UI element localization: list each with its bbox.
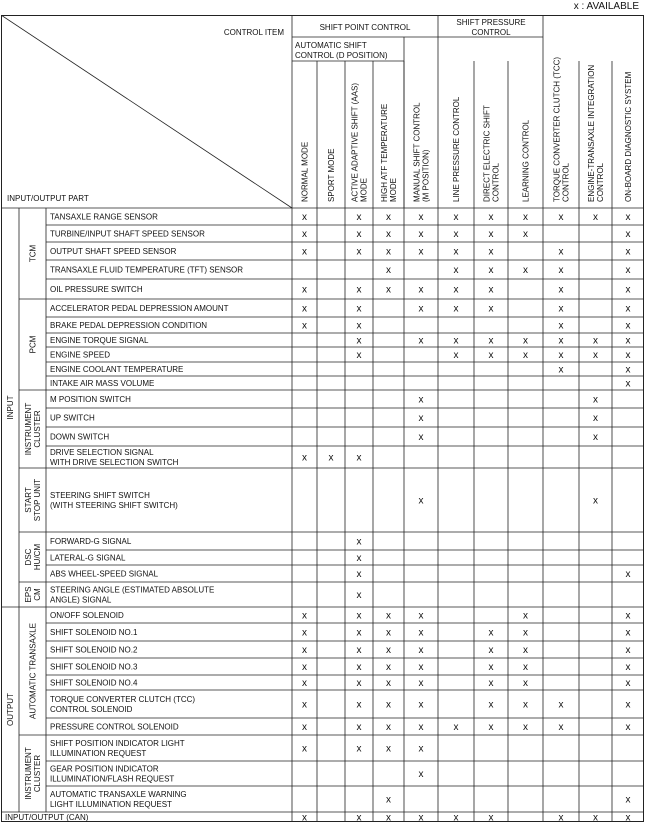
available-mark: x — [418, 246, 424, 258]
available-mark: x — [386, 627, 391, 639]
available-mark: x — [488, 699, 494, 711]
available-mark: x — [453, 284, 459, 296]
group-label: DSC — [24, 548, 33, 566]
available-mark: x — [386, 284, 391, 296]
column-header-10-line0: ON-BOARD DIAGNOSTIC SYSTEM — [624, 71, 633, 202]
available-mark: x — [625, 364, 631, 376]
group-label: EPS — [24, 586, 33, 603]
available-mark: x — [625, 569, 631, 580]
group-label: AUTOMATIC TRANSAXLE — [28, 622, 38, 720]
row-part-label: OUTPUT SHAFT SPEED SENSOR — [50, 247, 177, 256]
available-mark: x — [356, 627, 362, 639]
aas-header-line1: AUTOMATIC SHIFT — [295, 41, 367, 50]
available-mark: x — [625, 320, 631, 332]
available-mark: x — [328, 452, 334, 464]
available-mark: x — [625, 350, 631, 361]
available-mark: x — [386, 662, 391, 673]
aas-header-line2: CONTROL (D POSITION) — [295, 51, 388, 60]
available-mark: x — [625, 229, 631, 240]
available-mark: x — [418, 722, 424, 733]
control-item-label: CONTROL ITEM — [223, 28, 284, 37]
available-mark: x — [453, 812, 459, 822]
group-label: INSTRUMENT — [24, 747, 33, 800]
available-mark: x — [418, 678, 424, 689]
available-mark: x — [523, 212, 528, 223]
available-mark: x — [356, 212, 362, 223]
available-mark: x — [488, 335, 494, 347]
available-mark: x — [418, 662, 424, 673]
available-mark: x — [625, 246, 631, 258]
row-part-label: LATERAL-G SIGNAL — [50, 553, 126, 563]
available-mark: x — [488, 627, 494, 639]
available-mark: x — [523, 265, 528, 276]
available-mark: x — [558, 812, 564, 822]
available-mark: x — [418, 743, 424, 755]
row-part-label: TANSAXLE RANGE SENSOR — [50, 212, 158, 222]
available-mark: x — [625, 794, 631, 806]
group-label: START — [24, 487, 33, 513]
group-label: CLUSTER — [33, 754, 42, 793]
available-mark: x — [523, 350, 528, 361]
available-mark: x — [593, 812, 598, 822]
available-mark: x — [558, 335, 564, 347]
available-mark: x — [488, 212, 494, 223]
shift-pressure-header-line1: SHIFT PRESSURE — [456, 18, 526, 27]
column-header-9-line0: ENGINE-TRANSAXLE INTEGRATION — [587, 64, 596, 202]
available-mark: x — [523, 699, 528, 711]
row-part-label: ILLUMINATION/FLASH REQUEST — [50, 774, 175, 784]
row-part-label: M POSITION SWITCH — [50, 395, 131, 404]
available-mark: x — [356, 722, 362, 733]
available-mark: x — [418, 495, 424, 507]
column-header-2-line0: ACTIVE ADAPTIVE SHIFT (AAS) — [350, 83, 360, 202]
available-mark: x — [418, 284, 424, 296]
available-mark: x — [488, 246, 494, 258]
available-mark: x — [593, 212, 598, 223]
row-part-label: FORWARD-G SIGNAL — [50, 537, 132, 546]
available-mark: x — [386, 610, 391, 622]
available-mark: x — [386, 265, 391, 276]
available-mark: x — [418, 212, 424, 223]
row-part-label: OIL PRESSURE SWITCH — [50, 285, 143, 294]
available-mark: x — [386, 699, 391, 711]
row-part-label: ILLUMINATION REQUEST — [50, 749, 147, 758]
available-mark: x — [386, 743, 391, 755]
header-diagonal — [1, 15, 292, 208]
row-part-label: SHIFT SOLENOID NO.4 — [50, 678, 138, 688]
available-mark: x — [523, 627, 528, 639]
available-mark: x — [558, 722, 564, 733]
available-mark: x — [488, 303, 494, 315]
available-mark: x — [302, 743, 307, 755]
row-part-label: ENGINE TORQUE SIGNAL — [50, 336, 149, 345]
column-header-9-line1: CONTROL — [596, 162, 605, 202]
available-mark: x — [302, 645, 307, 656]
control-matrix-table — [1, 15, 644, 822]
available-mark: x — [418, 394, 424, 406]
column-header-8-line1: CONTROL — [561, 162, 571, 202]
available-mark: x — [593, 350, 598, 361]
available-mark: x — [302, 722, 307, 733]
row-part-label: INTAKE AIR MASS VOLUME — [50, 379, 155, 388]
section-label: OUTPUT — [6, 693, 15, 726]
available-mark: x — [356, 229, 362, 240]
available-mark: x — [488, 678, 494, 689]
available-mark: x — [356, 678, 362, 689]
available-mark: x — [558, 320, 564, 332]
row-part-label: SHIFT SOLENOID NO.3 — [50, 662, 138, 672]
available-mark: x — [625, 303, 631, 315]
available-mark: x — [418, 699, 424, 711]
row-part-label: STEERING SHIFT SWITCH — [50, 491, 150, 500]
available-mark: x — [558, 303, 564, 315]
available-mark: x — [625, 812, 631, 822]
available-mark: x — [356, 590, 362, 601]
available-mark: x — [625, 378, 631, 390]
available-mark: x — [488, 265, 494, 276]
row-part-label: DRIVE SELECTION SIGNAL — [50, 448, 154, 457]
available-mark: x — [625, 284, 631, 296]
available-mark: x — [386, 246, 391, 258]
column-header-3-line0: HIGH ATF TEMPERATURE — [380, 103, 389, 202]
available-mark: x — [558, 699, 564, 711]
available-mark: x — [453, 265, 459, 276]
row-part-label: SHIFT SOLENOID NO.2 — [50, 645, 138, 655]
legend-available: x : AVAILABLE — [573, 1, 639, 12]
available-mark: x — [356, 645, 362, 656]
group-label: CLUSTER — [33, 410, 42, 448]
available-mark: x — [625, 722, 631, 733]
row-part-label: GEAR POSITION INDICATOR — [50, 764, 159, 774]
available-mark: x — [418, 229, 424, 240]
available-mark: x — [386, 812, 391, 822]
available-mark: x — [523, 678, 528, 689]
row-part-label: AUTOMATIC TRANSAXLE WARNING — [50, 790, 187, 799]
section-label: INPUT — [6, 395, 15, 420]
available-mark: x — [356, 335, 362, 347]
available-mark: x — [302, 229, 307, 240]
column-header-6-line1: CONTROL — [491, 162, 501, 202]
row-part-label: ON/OFF SOLENOID — [50, 611, 124, 620]
row-part-label: ENGINE SPEED — [50, 350, 111, 360]
shift-point-control-header: SHIFT POINT CONTROL — [319, 23, 411, 32]
available-mark: x — [453, 212, 459, 223]
available-mark: x — [302, 452, 307, 464]
available-mark: x — [418, 812, 424, 822]
available-mark: x — [453, 246, 459, 258]
available-mark: x — [593, 394, 598, 406]
group-label: INSTRUMENT — [24, 402, 33, 456]
available-mark: x — [625, 610, 631, 622]
available-mark: x — [625, 627, 631, 639]
input-output-part-label: INPUT/OUTPUT PART — [7, 194, 89, 203]
available-mark: x — [453, 229, 459, 240]
available-mark: x — [356, 743, 362, 755]
row-part-label: DOWN SWITCH — [50, 432, 110, 442]
available-mark: x — [488, 229, 494, 240]
row-part-label: UP SWITCH — [50, 413, 95, 423]
available-mark: x — [356, 553, 362, 564]
available-mark: x — [302, 320, 307, 332]
available-mark: x — [453, 335, 459, 347]
group-label: TCM — [28, 244, 38, 263]
available-mark: x — [488, 645, 494, 656]
available-mark: x — [356, 452, 362, 464]
column-header-6-line0: DIRECT ELECTRIC SHIFT — [482, 105, 492, 202]
column-header-4-line1: (M POSITION) — [421, 149, 431, 202]
row-part-label: ANGLE) SIGNAL — [50, 595, 112, 605]
available-mark: x — [558, 246, 564, 258]
footer-row-label: INPUT/OUTPUT (CAN) — [5, 813, 89, 822]
available-mark: x — [418, 303, 424, 315]
available-mark: x — [625, 212, 631, 223]
available-mark: x — [302, 678, 307, 689]
available-mark: x — [302, 212, 307, 223]
group-label: PCM — [28, 335, 38, 354]
available-mark: x — [386, 794, 391, 806]
available-mark: x — [386, 645, 391, 656]
available-mark: x — [523, 335, 528, 347]
row-part-label: CONTROL SOLENOID — [50, 705, 133, 714]
available-mark: x — [558, 364, 564, 376]
available-mark: x — [386, 229, 391, 240]
available-mark: x — [625, 265, 631, 276]
available-mark: x — [418, 645, 424, 656]
available-mark: x — [558, 212, 564, 223]
available-mark: x — [302, 284, 307, 296]
available-mark: x — [302, 699, 307, 711]
column-header-2-line1: MODE — [359, 178, 369, 202]
available-mark: x — [488, 284, 494, 296]
column-header-8-line0: TORQUE CONVERTER CLUTCH (TCC) — [552, 56, 562, 202]
row-part-label: LIGHT ILLUMINATION REQUEST — [50, 800, 172, 809]
column-header-3-line1: MODE — [389, 178, 398, 202]
available-mark: x — [356, 569, 362, 580]
available-mark: x — [386, 722, 391, 733]
available-mark: x — [356, 303, 362, 315]
available-mark: x — [386, 678, 391, 689]
available-mark: x — [356, 350, 362, 361]
available-mark: x — [453, 722, 459, 733]
available-mark: x — [356, 320, 362, 332]
group-label: STOP UNIT — [33, 478, 42, 522]
available-mark: x — [302, 610, 307, 622]
available-mark: x — [418, 610, 424, 622]
row-part-label: TRANSAXLE FLUID TEMPERATURE (TFT) SENSOR — [50, 265, 244, 275]
available-mark: x — [625, 662, 631, 673]
available-mark: x — [356, 699, 362, 711]
row-part-label: TURBINE/INPUT SHAFT SPEED SENSOR — [50, 229, 205, 239]
row-part-label: (WITH STEERING SHIFT SWITCH) — [50, 501, 178, 510]
available-mark: x — [625, 335, 631, 347]
row-part-label: ACCELERATOR PEDAL DEPRESSION AMOUNT — [50, 304, 229, 313]
table-grid — [1, 15, 644, 822]
available-mark: x — [418, 627, 424, 639]
available-mark: x — [418, 335, 424, 347]
available-mark: x — [625, 678, 631, 689]
available-mark: x — [488, 812, 494, 822]
available-mark: x — [488, 350, 494, 361]
available-mark: x — [453, 350, 459, 361]
available-mark: x — [418, 413, 424, 424]
available-mark: x — [523, 645, 528, 656]
column-header-7-line0: LEARNING CONTROL — [521, 119, 531, 202]
available-mark: x — [356, 662, 362, 673]
group-label: CM — [33, 588, 42, 601]
available-mark: x — [625, 699, 631, 711]
available-mark: x — [356, 610, 362, 622]
available-mark: x — [418, 769, 424, 780]
row-part-label: BRAKE PEDAL DEPRESSION CONDITION — [50, 321, 208, 330]
row-part-label: SHIFT POSITION INDICATOR LIGHT — [50, 739, 185, 748]
available-mark: x — [488, 662, 494, 673]
group-label: HU/CM — [33, 543, 42, 571]
row-part-label: WITH DRIVE SELECTION SWITCH — [50, 458, 179, 467]
row-part-label: ABS WHEEL-SPEED SIGNAL — [50, 569, 159, 579]
available-mark: x — [593, 335, 598, 347]
available-mark: x — [302, 662, 307, 673]
column-header-1-line0: SPORT MODE — [327, 148, 336, 202]
available-mark: x — [302, 627, 307, 639]
available-mark: x — [356, 284, 362, 296]
available-mark: x — [356, 246, 362, 258]
available-mark: x — [356, 812, 362, 822]
available-mark: x — [302, 246, 307, 258]
available-mark: x — [523, 229, 528, 240]
column-header-5-line0: LINE PRESSURE CONTROL — [452, 96, 461, 202]
row-part-label: SHIFT SOLENOID NO.1 — [50, 628, 138, 637]
available-mark: x — [523, 722, 528, 733]
shift-pressure-header-line2: CONTROL — [471, 28, 511, 37]
available-mark: x — [558, 284, 564, 296]
available-mark: x — [593, 432, 598, 443]
available-mark: x — [625, 645, 631, 656]
row-part-label: ENGINE COOLANT TEMPERATURE — [50, 365, 184, 374]
available-mark: x — [453, 303, 459, 315]
available-mark: x — [356, 536, 362, 548]
available-mark: x — [558, 350, 564, 361]
available-mark: x — [302, 812, 307, 822]
available-mark: x — [418, 432, 424, 443]
available-mark: x — [488, 722, 494, 733]
column-header-4-line0: MANUAL SHIFT CONTROL — [412, 102, 422, 202]
row-part-label: TORQUE CONVERTER CLUTCH (TCC) — [50, 695, 196, 704]
available-mark: x — [523, 610, 528, 622]
available-mark: x — [386, 212, 391, 223]
available-mark: x — [593, 413, 598, 424]
available-mark: x — [558, 265, 564, 276]
column-header-0-line0: NORMAL MODE — [300, 141, 310, 202]
available-mark: x — [302, 303, 307, 315]
row-part-label: STEERING ANGLE (ESTIMATED ABSOLUTE — [50, 585, 215, 595]
available-mark: x — [523, 662, 528, 673]
available-mark: x — [593, 495, 598, 507]
row-part-label: PRESSURE CONTROL SOLENOID — [50, 722, 179, 732]
